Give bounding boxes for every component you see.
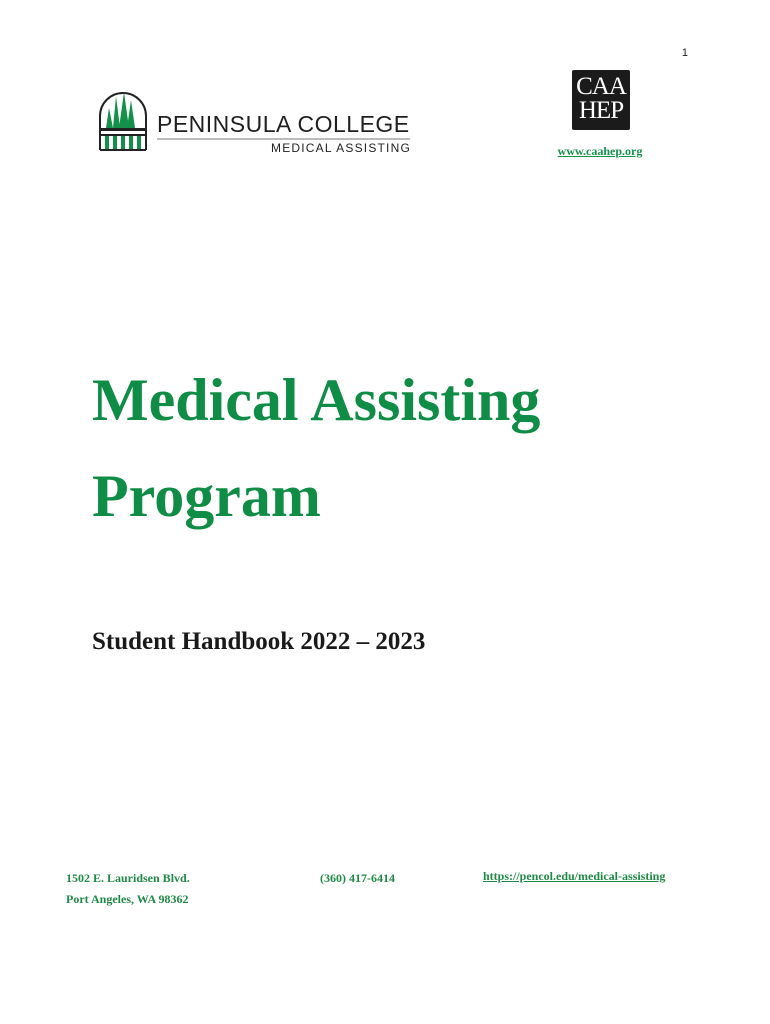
- footer-address: [66, 868, 190, 910]
- address-line1: 1502 E. Lauridsen Blvd.: [66, 871, 190, 885]
- page-number: 1: [681, 47, 688, 59]
- college-department: MEDICAL ASSISTING: [271, 141, 411, 154]
- document-subtitle: Student Handbook 2022 – 2023: [92, 628, 426, 655]
- title-line1: Medical Assisting: [92, 367, 541, 433]
- title-line2: Program: [92, 463, 321, 529]
- caahep-logo: [572, 70, 630, 130]
- college-logo: [97, 92, 417, 154]
- footer-phone: (360) 417-6414: [320, 871, 395, 885]
- footer-website-link[interactable]: https://pencol.edu/medical-assisting: [483, 869, 666, 883]
- arch-trees-icon: [100, 92, 146, 151]
- address-line2: Port Angeles, WA 98362: [66, 892, 189, 906]
- caahep-link[interactable]: www.caahep.org: [557, 144, 643, 158]
- caahep-logo-line2: HEP: [578, 97, 624, 124]
- caahep-logo-line1: CAA: [576, 73, 626, 100]
- college-name: PENINSULA COLLEGE: [157, 111, 410, 137]
- document-title: [92, 352, 540, 544]
